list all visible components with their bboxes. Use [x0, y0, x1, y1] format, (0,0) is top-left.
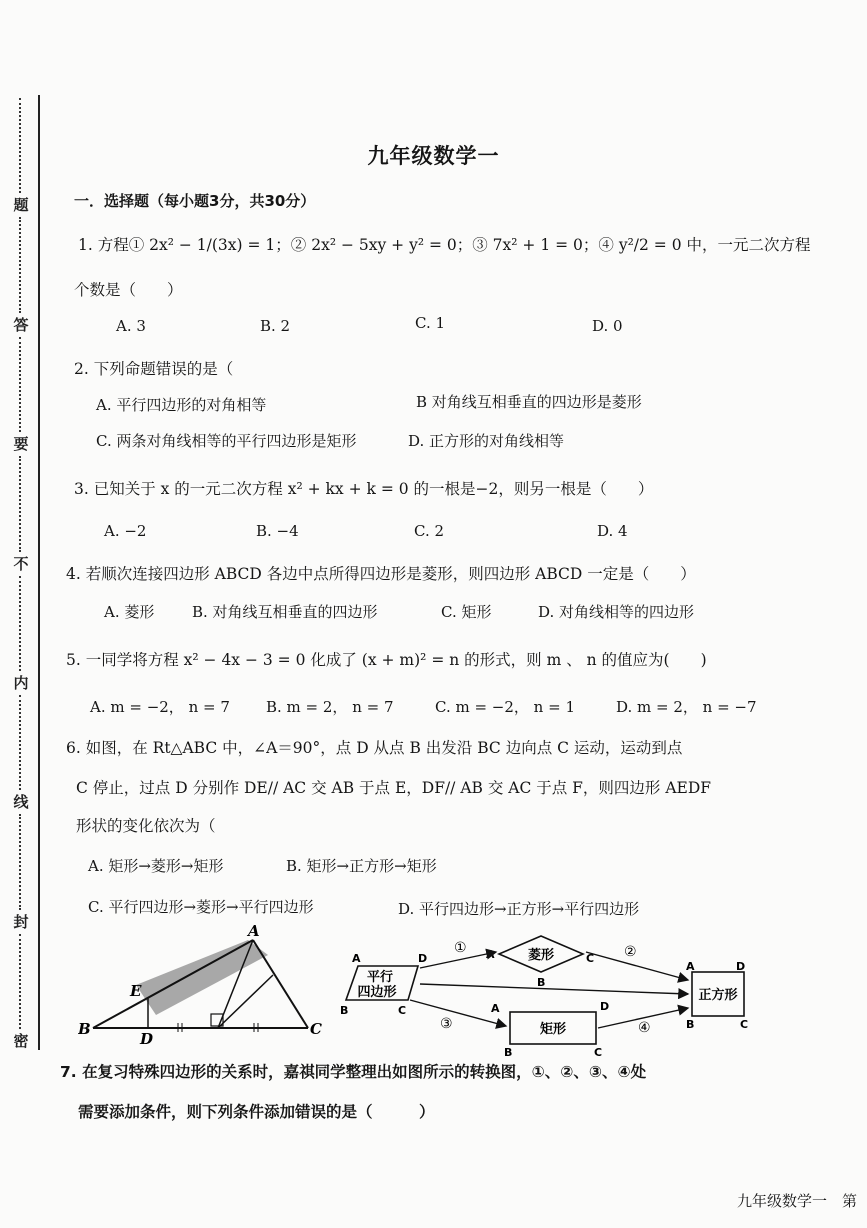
- vertex-b-label: B: [78, 1020, 91, 1038]
- page-title: 九年级数学一: [367, 144, 500, 168]
- seal-char: 线: [13, 793, 29, 812]
- svg-text:B: B: [537, 976, 546, 989]
- transformation-diagram: [336, 928, 766, 1058]
- section-heading: 一．选择题（每小题3分，共30分）: [74, 192, 316, 210]
- q6-stem: 6. 如图，在 Rt△ABC 中，∠A＝90°，点 D 从点 B 出发沿 BC 边向点 C 运动，运动到点: [66, 739, 683, 757]
- svg-text:D: D: [600, 1000, 610, 1013]
- seal-char: 封: [13, 912, 29, 931]
- seal-char: 密: [13, 1032, 29, 1050]
- triangle-figure: [78, 920, 328, 1045]
- svg-text:C: C: [594, 1046, 603, 1058]
- q2-option-a: A. 平行四边形的对角相等: [96, 396, 267, 414]
- svg-text:C: C: [740, 1018, 749, 1031]
- q4-option-b: B. 对角线互相垂直的四边形: [192, 603, 378, 621]
- q7-stem-cont: 需要添加条件，则下列条件添加错误的是（ ）: [78, 1103, 435, 1121]
- seal-char: 要: [13, 435, 29, 454]
- vertex-a-label: A: [248, 922, 260, 940]
- svg-text:D: D: [418, 952, 428, 965]
- q5-option-a: A. m = −2， n = 7: [90, 698, 230, 716]
- svg-text:C: C: [586, 952, 595, 965]
- q3-option-b: B. −4: [256, 522, 299, 540]
- q5-option-b: B. m = 2， n = 7: [266, 698, 394, 716]
- q5-stem: 5. 一同学将方程 x² − 4x − 3 = 0 化成了 (x + m)² = n 的形式，则 m 、 n 的值应为( ): [66, 651, 707, 669]
- q2-option-b: B 对角线互相垂直的四边形是菱形: [416, 393, 642, 411]
- q6-option-b: B. 矩形→正方形→矩形: [286, 857, 437, 875]
- q4-option-a: A. 菱形: [104, 603, 155, 621]
- q1-stem: 1. 方程① 2x² − 1/(3x) = 1；② 2x² − 5xy + y² = 0；③ 7x² + 1 = 0；④ y²/2 = 0 中，一元二次方程: [78, 236, 811, 254]
- seal-char: 不: [13, 554, 29, 573]
- q1-option-c: C. 1: [415, 314, 446, 332]
- q1-stem-cont: 个数是（ ）: [74, 281, 183, 299]
- q4-option-c: C. 矩形: [441, 603, 492, 621]
- q7-stem: 7. 在复习特殊四边形的关系时，嘉祺同学整理出如图所示的转换图，①、②、③、④处: [60, 1063, 647, 1081]
- q1-option-a: A. 3: [116, 317, 146, 335]
- condition-1-label: ①: [454, 940, 467, 956]
- q6-stem-cont2: 形状的变化依次为（: [76, 817, 216, 835]
- q3-option-d: D. 4: [597, 522, 628, 540]
- rectangle-label: 矩形: [539, 1022, 567, 1037]
- parallelogram-label-2: 四边形: [357, 985, 397, 1000]
- svg-text:A: A: [491, 1002, 500, 1015]
- seal-column: [6, 95, 36, 1050]
- q2-option-c: C. 两条对角线相等的平行四边形是矩形: [96, 432, 357, 450]
- q3-stem: 3. 已知关于 x 的一元二次方程 x² + kx + k = 0 的一根是−2，则另一根是（ ）: [74, 480, 654, 498]
- q1-option-b: B. 2: [260, 317, 291, 335]
- svg-text:B: B: [686, 1018, 695, 1031]
- seal-char: 内: [13, 673, 29, 692]
- binding-line: [38, 95, 40, 1050]
- svg-text:B: B: [504, 1046, 513, 1058]
- svg-text:A: A: [352, 952, 361, 965]
- parallelogram-label: 平行: [366, 970, 394, 985]
- q3-option-a: A. −2: [104, 522, 147, 540]
- q5-option-d: D. m = 2， n = −7: [616, 698, 757, 716]
- q5-option-c: C. m = −2， n = 1: [435, 698, 575, 716]
- svg-text:A: A: [486, 948, 495, 961]
- svg-text:A: A: [686, 960, 695, 973]
- svg-text:B: B: [340, 1004, 349, 1017]
- q6-option-c: C. 平行四边形→菱形→平行四边形: [88, 898, 314, 916]
- q6-option-a: A. 矩形→菱形→矩形: [88, 857, 224, 875]
- vertex-c-label: C: [310, 1020, 322, 1038]
- q3-option-c: C. 2: [414, 522, 445, 540]
- seal-char: 答: [13, 315, 29, 334]
- q6-option-d: D. 平行四边形→正方形→平行四边形: [398, 900, 640, 918]
- rhombus-label: 菱形: [527, 948, 555, 963]
- vertex-d-label: D: [140, 1030, 154, 1045]
- q2-stem: 2. 下列命题错误的是（: [74, 360, 234, 378]
- q4-stem: 4. 若顺次连接四边形 ABCD 各边中点所得四边形是菱形，则四边形 ABCD 一定是（ ）: [66, 565, 696, 583]
- q1-option-d: D. 0: [592, 317, 623, 335]
- q6-stem-cont: C 停止，过点 D 分别作 DE// AC 交 AB 于点 E，DF// AB 交 AC 于点 F，则四边形 AEDF: [76, 779, 712, 797]
- svg-text:D: D: [736, 960, 746, 973]
- square-label: 正方形: [698, 988, 738, 1003]
- condition-3-label: ③: [440, 1016, 453, 1032]
- q2-option-d: D. 正方形的对角线相等: [408, 432, 565, 450]
- condition-4-label: ④: [638, 1020, 651, 1036]
- page-footer: 九年级数学一 第: [736, 1192, 857, 1210]
- q4-option-d: D. 对角线相等的四边形: [538, 603, 695, 621]
- svg-text:C: C: [398, 1004, 407, 1017]
- seal-char: 题: [13, 196, 29, 215]
- condition-2-label: ②: [624, 944, 637, 960]
- vertex-e-label: E: [130, 982, 142, 1000]
